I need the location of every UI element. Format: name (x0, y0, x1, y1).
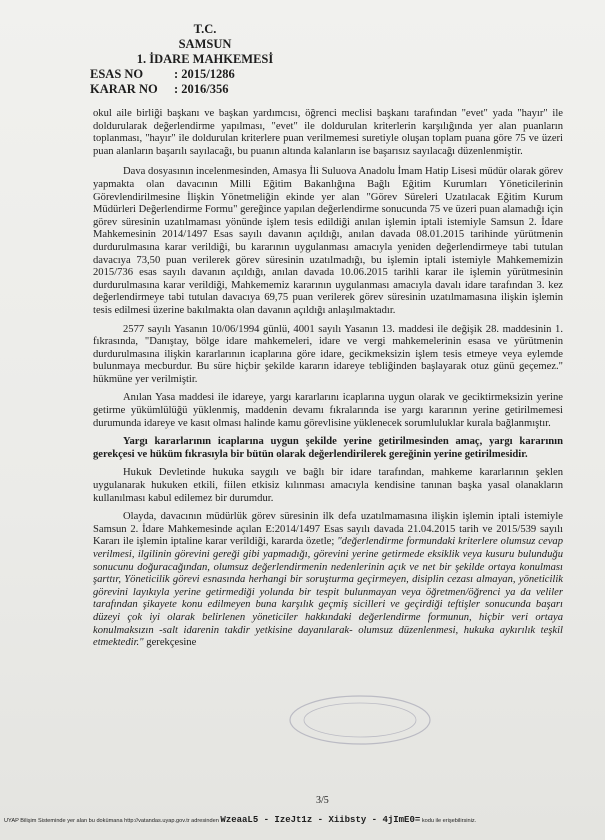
karar-row (90, 82, 320, 97)
footer-suffix: kodu ile erişebilirsiniz. (421, 818, 477, 824)
esas-label: ESAS NO (90, 67, 144, 81)
esas-value: : 2015/1286 (174, 67, 235, 81)
paragraph-1: okul aile birliği başkanı ve başkan yardımcısı, öğrenci meclisi başkanı tarafından "evet" yada "hayır" ile doldurularak değerlendirme yapılması, "evet" ile doldurulan kriterlerin karşılığında yer alan puanların toplanması, "hayır" ile doldurulan kriterlere puan verilmemesi suretiyle oluşan toplam puana göre 75 ve üzeri puan alanların başarılı sayılacağı, bu puanın altında kalanların ise başarısız sayılacağı düzenlenmiştir. (93, 108, 563, 157)
uyap-footer (4, 815, 602, 825)
footer-text: UYAP Bilişim Sisteminde yer alan bu dokümana http://vatandas.uyap.gov.tr adresinden (4, 818, 219, 824)
paragraph-7-intro: Olayda, davacının müdürlük görev süresinin ilk defa uzatılmamasına ilişkin işlemin iptali istemiyle Samsun 2. İdare Mahkemesinde açılan E:2014/1497 Esas sayılı davada 21.04.2015 tarih ve 2015/539 sayılı Kararı ile işlemin iptaline karar verildiği, kararda özetle; (93, 511, 563, 548)
court-name: 1. İDARE MAHKEMESİ (136, 52, 274, 66)
country-label: T.C. (193, 22, 217, 36)
paragraph-2: Dava dosyasının incelenmesinden, Amasya İli Suluova Anadolu İmam Hatip Lisesi müdür olarak görev yapmakta olan davacının Milli Eğitim Bakanlığına Bağlı Eğitim Kurumları Yöneticilerinin Görevlendirilmesine İlişkin Yönetmeliğin ekinde yer alan "Görev Süreleri Uzatılacak Eğitim Kurum Müdürleri Değerlendirme Formu" gereğince yapılan değerlendirme sonucunda 75 ve üzeri puan alamadığı için görev süresinin uzatılmaması yönünde işlem tesis edildiği anılan işlemin iptali istemiyle Samsun 2. İdare Mahkemesinin 2014/1497 Esas sayılı davanın açıldığı, anılan davada 08.01.2015 tarihinde yürütmenin durdurulmasına karar verildiği, bu kararının uygulanması amacıyla yeniden değerlendirmeye tabi tutulan davacıya 73,50 puan verilerek görev süresinin uzatılmadığı, bu işlemin iptali istemiyle Mahkememizin 2015/736 esas sayılı davanın açıldığı, anılan davada 10.06.2015 tarihli karar ile işlemin yürütmesinin durdurulmasına karar verildiği, Mahkememiz kararının uygulanması amacıyla davalı idare tarafından 3. kez değerlendirmeye tabi tutulan davacıya 69,75 puan verilerek görev süresinin uzatılmamasına ilişkin işlemin tesis edilmesi üzerine bakılmakta olan davanın açıldığı anlaşılmaktadır. (93, 166, 563, 316)
access-code: WzeaaL5 - IzeJt1z - Xiibsty - 4jImE0= (220, 815, 421, 825)
faint-seal-stamp (280, 690, 440, 750)
paragraph-3: 2577 sayılı Yasanın 10/06/1994 günlü, 4001 sayılı Yasanın 13. maddesi ile değişik 28. maddesinin 1. fıkrasında, "Danıştay, bölge idare mahkemeleri, idare ve vergi mahkemelerinin esasa ve yürütmenin durdurulmasına ilişkin kararlarının icaplarına göre idare, gecikmeksizin işlem tesis etmeye veya eylemde bulunmaya mecburdur. Bu süre hiçbir şekilde kararın idareye tebliğinden başlayarak otuz günü geçemez." hükmüne yer verilmiştir. (93, 323, 563, 385)
paragraph-4: Anılan Yasa maddesi ile idareye, yargı kararlarını icaplarına uygun olarak ve geciktirmeksizin yerine getirme yükümlülüğü yüklenmiş, maddenin devamı fıkralarında ise yargı kararının yerine getirilmemesi durumunda idareye ve kasıt olması halinde kamu görevlisine yüklenecek sorumluluklar kurala bağlanmıştır. (93, 392, 563, 429)
karar-value: : 2016/356 (174, 82, 229, 96)
document-body (93, 108, 563, 656)
karar-label: KARAR NO (90, 82, 158, 96)
esas-row (90, 67, 320, 82)
court-header (90, 22, 320, 97)
paragraph-6: Hukuk Devletinde hukuka saygılı ve bağlı bir idare tarafından, mahkeme kararlarının şeklen uygulanarak hukuken etkili, fiilen etkisiz kılınması amacıyla kendisine tanınan başka yasal olanakların kullanılması kabul edilemez bir durumdur. (93, 467, 563, 504)
paragraph-5: Yargı kararlarının icaplarına uygun şekilde yerine getirilmesinden amaç, yargı kararının gerekçesi ve hüküm fıkrasıyla bir bütün olarak değerlendirilerek gereğinin yerine getirilmesidir. (93, 436, 563, 460)
paragraph-7 (93, 511, 563, 650)
page-number: 3/5 (316, 795, 329, 806)
paragraph-7-quote: "değerlendirme formundaki kriterlere olumsuz cevap verilmesi, ilgilinin görevini gereği gibi yapmadığı, görevini yerine getirmede eksiklik veya kusuru bulunduğu sonucunu doğuracağından, olumsuz değerlendirmenin nedenlerinin açık ve net bir şekilde ortaya konulması şarttır, Yöneticilik görevi esnasında herhangi bir soruşturma geçirmeyen, disiplin cezası almayan, yöneticilik görevini layıkıyla yerine getirmediği yolunda bir tespit bulunmayan veya öğretmen/öğrenci ya da veliler tarafından şikayete konu edilmeyen buna karşılık geçmiş sicilleri ve geçirdiği teftişler sonucunda başarı düzeyi çok iyi olarak belirlenen yöneticiler hakkındaki değerlendirme formunun, hiçbir veri ortaya konulmaksızın -salt idarenin takdir yetkisine dayanılarak- olumsuz düzenlenmesi, hukuka aykırılık teşkil etmektedir." (93, 536, 563, 649)
city-label: SAMSUN (178, 37, 232, 51)
paragraph-7-tail: gerekçesine (143, 637, 197, 649)
